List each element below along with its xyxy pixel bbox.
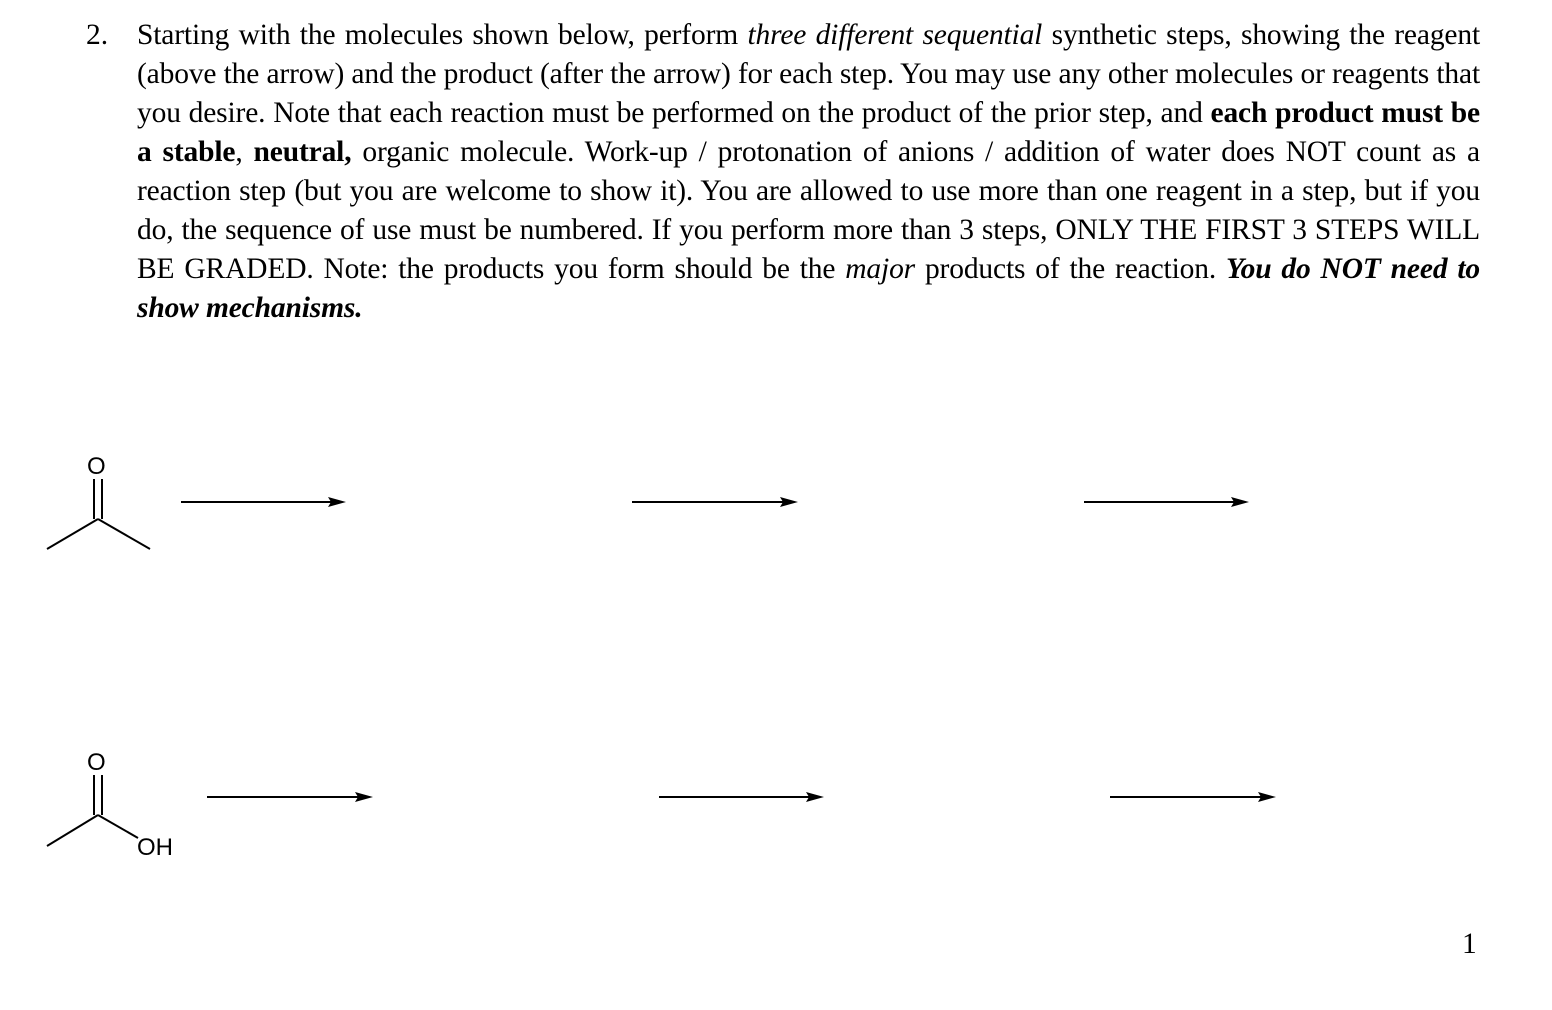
acid-oxygen-label: O [87,749,106,776]
acetone-bond-right [98,519,150,549]
acetone-bond-left [47,519,98,549]
row2-arrows [207,792,1276,802]
text-segment: , [235,136,254,168]
text-segment-emphasis: three different sequential [747,19,1043,51]
text-segment: synthetic steps, showing the reagent (above the arrow) and the product (after the arrow) for each step. You may use any other molecules or reagents that you desire. Note that each reaction must be performed on the product of the prior step, and [137,19,1481,129]
acetone-structure [47,479,150,549]
acid-bond-left [47,815,98,846]
question-number: 2. [86,19,109,51]
acetic-acid-structure [47,775,138,846]
text-segment: products of the reaction. [915,253,1227,285]
text-segment: organic molecule. Work-up / protonation of anions / addition of water does NOT count as a reaction step (but you are welcome to show it). You are allowed to use more than one reagent in a step, but if you do, the sequence of use must be numbered. If you perform more than 3 steps, ONLY THE FIRST 3 STEPS WILL BE GRADED. Note: the products you form should be the [137,136,1480,285]
row1-arrows [181,497,1249,507]
text-segment-emphasis: major [845,253,916,285]
page-number: 1 [1462,928,1477,960]
acetone-oxygen-label: O [87,453,106,480]
text-segment: Starting with the molecules shown below, perform [137,19,748,51]
acid-bond-to-oh [98,815,138,838]
acid-hydroxyl-label: OH [137,834,173,861]
text-segment-bold: neutral, [253,136,352,168]
text-segment-bold-italic: You do NOT need to show mechanisms. [137,253,1481,324]
text-segment-bold: each product must be a stable [137,97,1480,168]
